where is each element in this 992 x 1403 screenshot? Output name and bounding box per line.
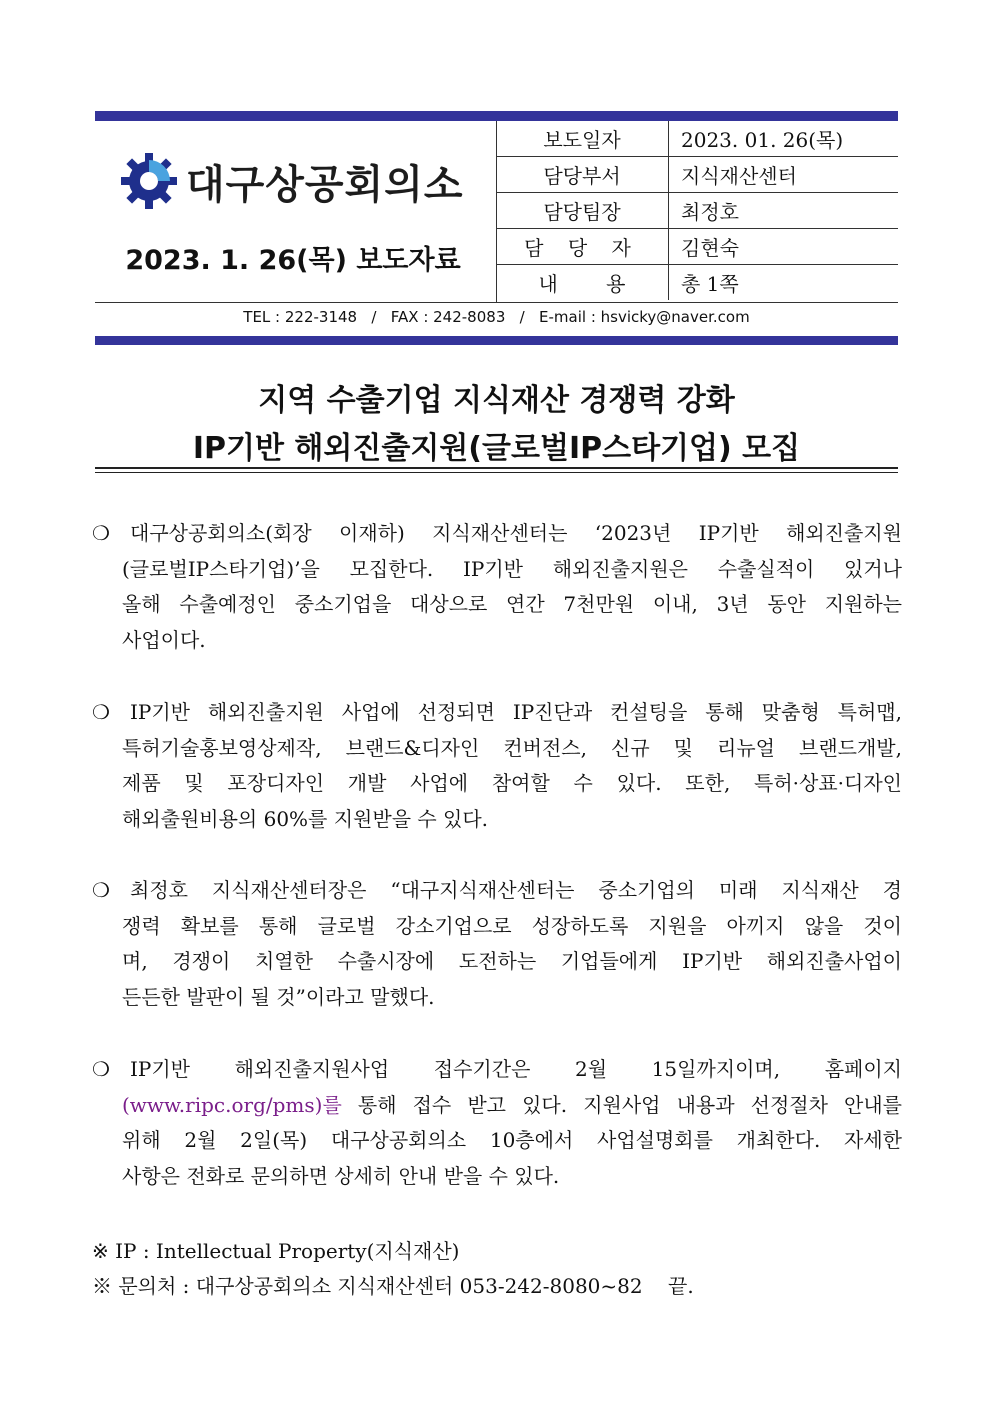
homepage-link[interactable]: (www.ripc.org/pms)를: [122, 1092, 342, 1117]
org-logo: [118, 150, 478, 212]
paragraph-line: 든든한 발판이 될 것”이라고 말했다.: [122, 984, 435, 1009]
bullet-icon: ❍: [92, 1057, 110, 1081]
header-bottom-bar: [95, 336, 898, 345]
info-label: 보도일자: [496, 121, 669, 157]
info-label: 담당팀장: [496, 193, 669, 229]
info-value: 최정호: [669, 193, 899, 229]
paragraph-line: 쟁력 확보를 통해 글로벌 강소기업으로 성장하도록 지원을 아끼지 않을 것이: [122, 913, 902, 938]
paragraph-line: 며, 경쟁이 치열한 수출시장에 도전하는 기업들에게 IP기반 해외진출사업이: [122, 949, 902, 973]
info-row: [496, 193, 898, 229]
paragraph-line: 최정호 지식재산센터장은 “대구지식재산센터는 중소기업의 미래 지식재산 경: [130, 878, 902, 902]
info-label: 담 당 자: [496, 229, 669, 265]
paragraph-line: 사업이다.: [122, 627, 206, 652]
contact-line: TEL : 222-3148 / FAX : 242-8083 / E-mail : hsvicky@naver.com: [243, 308, 750, 326]
info-table: [496, 121, 898, 300]
info-row: [496, 157, 898, 193]
paragraph-line: (글로벌IP스타기업)’을 모집한다. IP기반 해외진출지원은 수출실적이 있거나: [122, 556, 902, 581]
note-ip-definition: ※ IP : Intellectual Property(지식재산): [92, 1239, 460, 1263]
paragraph-line: 특허기술홍보영상제작, 브랜드&디자인 컨버전스, 신규 및 리뉴얼 브랜드개발,: [122, 735, 902, 760]
title-rule: [95, 472, 898, 473]
paragraph-line: 사항은 전화로 문의하면 상세히 안내 받을 수 있다.: [122, 1163, 560, 1188]
headline-line-1: 지역 수출기업 지식재산 경쟁력 강화: [258, 383, 735, 418]
paragraph-line: 위해 2월 2일(목) 대구상공회의소 10층에서 사업설명회를 개최한다. 자세한: [122, 1128, 902, 1152]
bullet-icon: ❍: [92, 521, 110, 545]
info-row: [496, 265, 898, 301]
paragraph-line: 해외출원비용의 60%를 지원받을 수 있다.: [122, 806, 489, 831]
paragraph-2: [92, 695, 902, 837]
info-value: 2023. 01. 26(목): [669, 121, 899, 157]
paragraph-line: [122, 1088, 902, 1124]
gear-logo-icon: [118, 150, 180, 212]
paragraph-line: IP기반 해외진출지원 사업에 선정되면 IP진단과 컨설팅을 통해 맞춤형 특허맵,: [130, 700, 902, 724]
paragraph-4: [92, 1052, 902, 1194]
note-contact: ※ 문의처 : 대구상공회의소 지식재산센터 053-242-8080~82 끝.: [92, 1274, 694, 1298]
info-value: 김현숙: [669, 229, 899, 265]
paragraph-line: 올해 수출예정인 중소기업을 대상으로 연간 7천만원 이내, 3년 동안 지원하는: [122, 592, 902, 616]
paragraph-text: 통해 접수 받고 있다. 지원사업 내용과 선정절차 안내를: [341, 1092, 902, 1117]
info-label: 내 용: [496, 265, 669, 301]
info-label: 담당부서: [496, 157, 669, 193]
header-rule: [95, 302, 898, 303]
header-top-bar: [95, 111, 898, 121]
info-row: [496, 121, 898, 157]
bullet-icon: ❍: [92, 700, 110, 724]
info-value: 총 1쪽: [681, 272, 739, 296]
paragraph-line: IP기반 해외진출지원사업 접수기간은 2월 15일까지이며, 홈페이지: [130, 1057, 902, 1081]
title-rule: [95, 467, 898, 469]
headline-line-2: IP기반 해외진출지원(글로벌IP스타기업) 모집: [192, 431, 801, 466]
paragraph-line: 대구상공회의소(회장 이재하) 지식재산센터는 ‘2023년 IP기반 해외진출지원: [130, 521, 902, 545]
paragraph-3: [92, 873, 902, 1015]
org-name: 대구상공회의소: [186, 161, 464, 208]
bullet-icon: ❍: [92, 878, 110, 902]
info-row: [496, 229, 898, 265]
paragraph-1: [92, 516, 902, 658]
release-date-line: 2023. 1. 26(목) 보도자료: [125, 245, 461, 276]
paragraph-line: 제품 및 포장디자인 개발 사업에 참여할 수 있다. 또한, 특허·상표·디자인: [122, 771, 902, 795]
info-value: 지식재산센터: [669, 157, 899, 193]
